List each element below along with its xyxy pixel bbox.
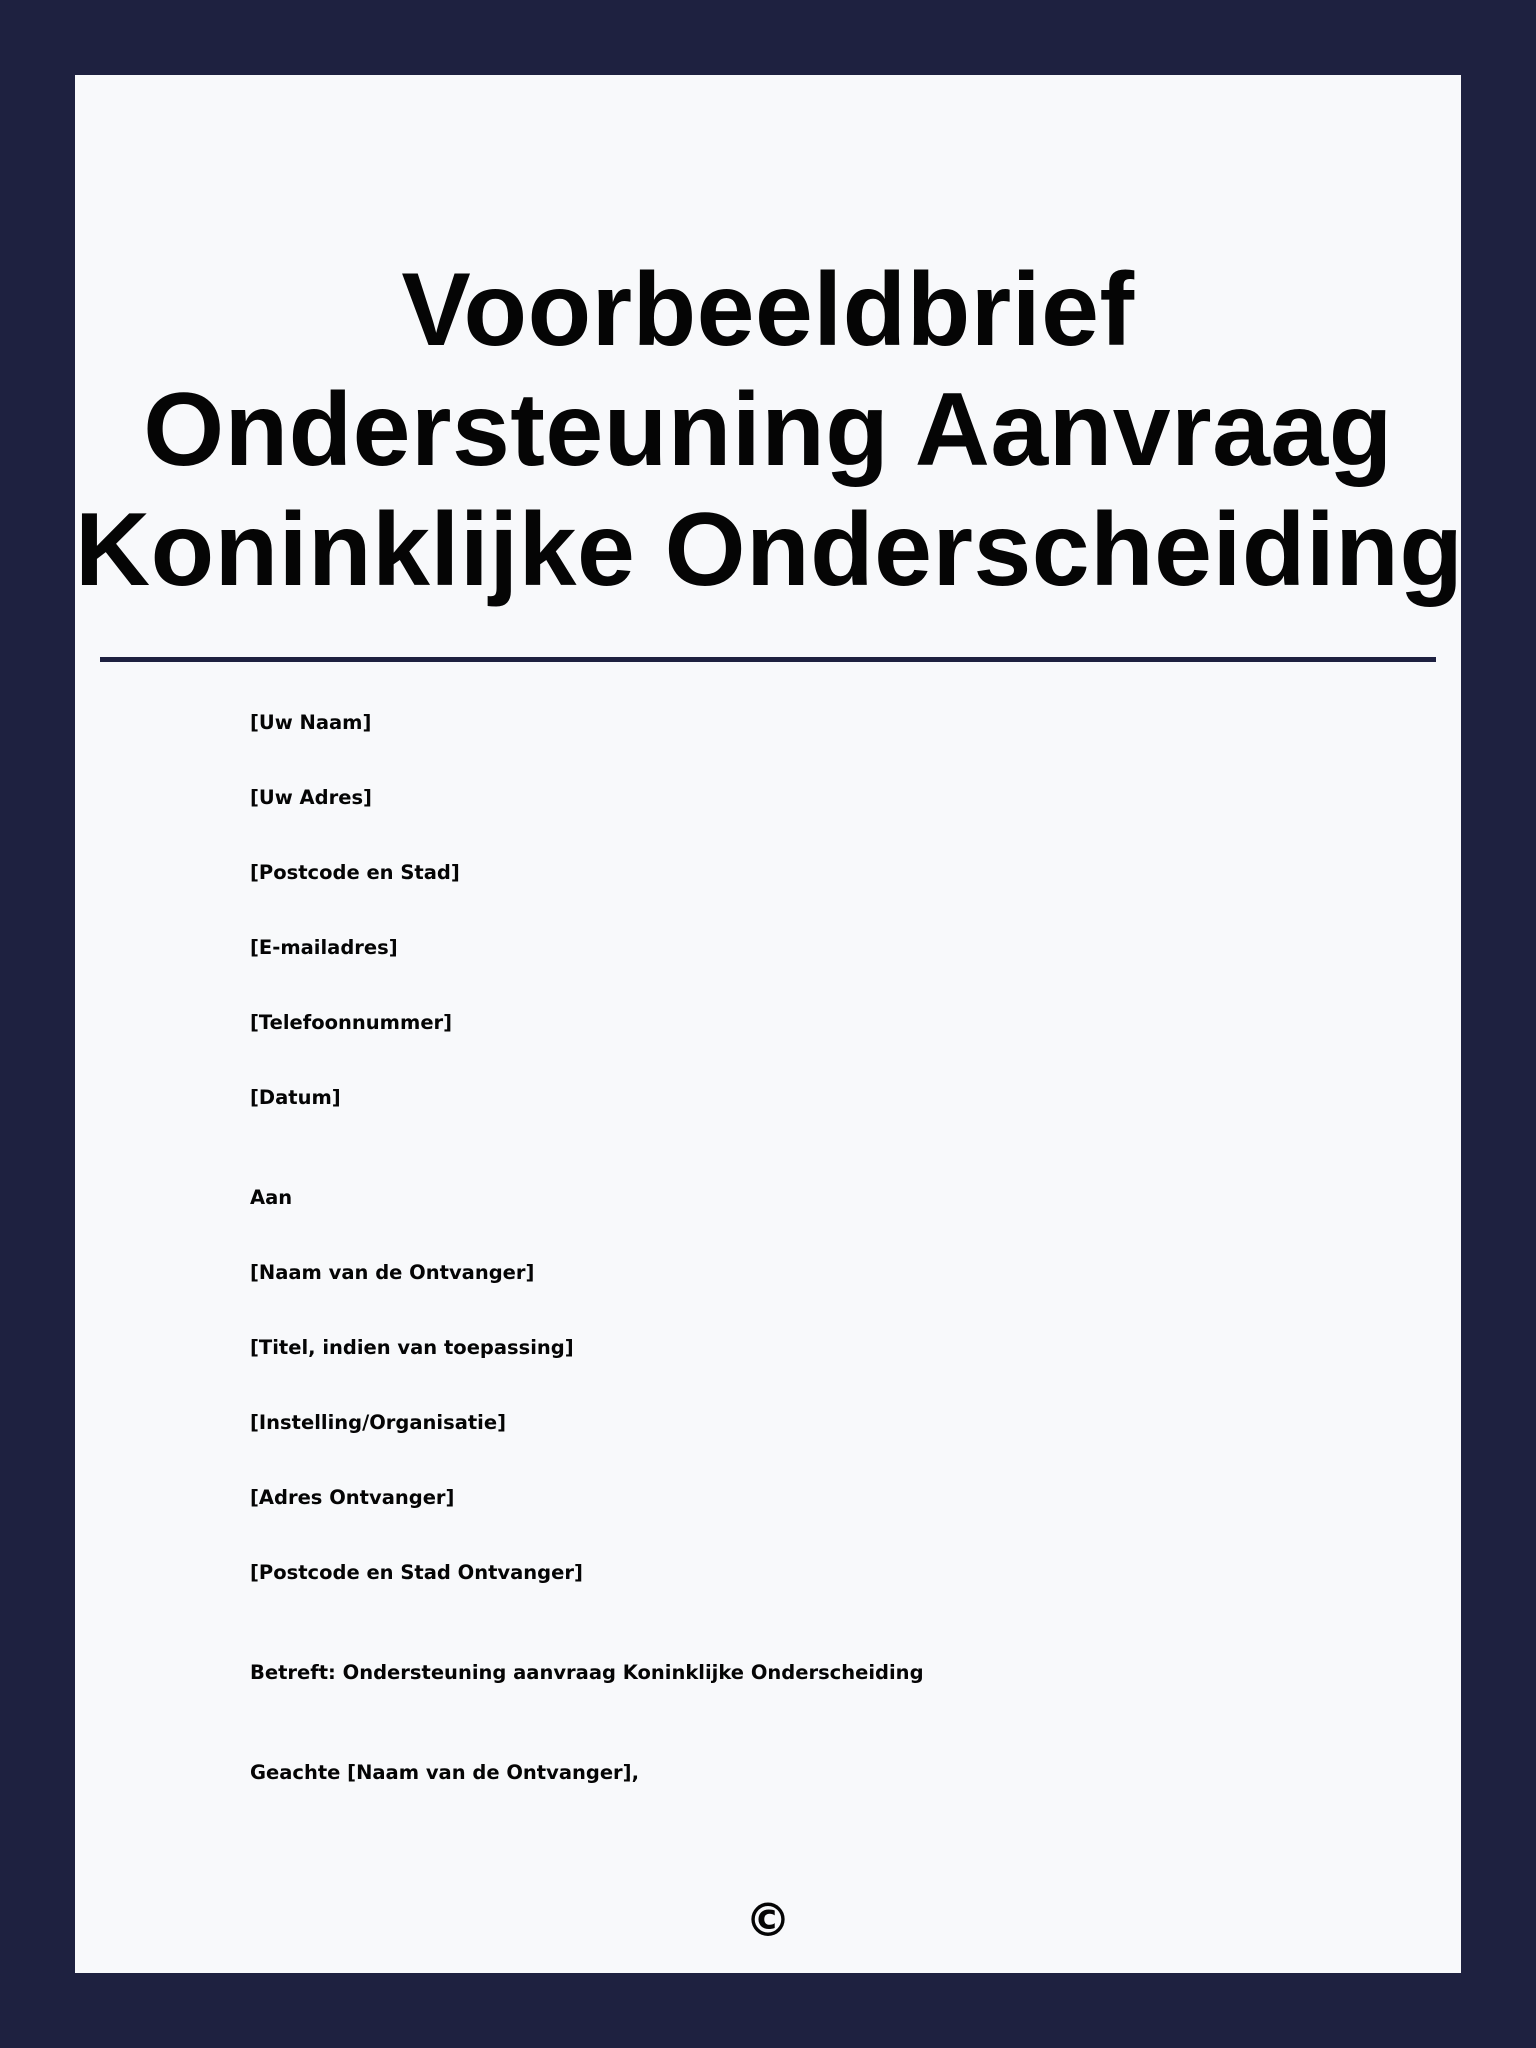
sender-address: [Uw Adres] bbox=[250, 786, 372, 809]
recipient-title: [Titel, indien van toepassing] bbox=[250, 1336, 574, 1359]
letter-subject: Betreft: Ondersteuning aanvraag Koninklijke Onderscheiding bbox=[250, 1661, 924, 1684]
copyright-icon: © bbox=[745, 1893, 791, 1947]
document-title bbox=[75, 250, 1464, 610]
title-line-1: Voorbeeldbrief bbox=[401, 252, 1135, 368]
title-line-3: Koninklijke Onderscheiding bbox=[75, 492, 1464, 608]
recipient-organisation: [Instelling/Organisatie] bbox=[250, 1411, 507, 1434]
title-line-2: Ondersteuning Aanvraag bbox=[143, 372, 1393, 488]
sender-email: [E-mailadres] bbox=[250, 936, 398, 959]
title-divider bbox=[100, 657, 1436, 662]
sender-name: [Uw Naam] bbox=[250, 711, 372, 734]
recipient-address: [Adres Ontvanger] bbox=[250, 1486, 455, 1509]
sender-postcode-city: [Postcode en Stad] bbox=[250, 861, 460, 884]
document-page bbox=[75, 75, 1464, 1973]
recipient-postcode-city: [Postcode en Stad Ontvanger] bbox=[250, 1561, 583, 1584]
letter-date: [Datum] bbox=[250, 1086, 341, 1109]
letter-salutation: Geachte [Naam van de Ontvanger], bbox=[250, 1761, 639, 1784]
sender-phone: [Telefoonnummer] bbox=[250, 1011, 453, 1034]
recipient-name: [Naam van de Ontvanger] bbox=[250, 1261, 535, 1284]
recipient-to-label: Aan bbox=[250, 1186, 293, 1209]
